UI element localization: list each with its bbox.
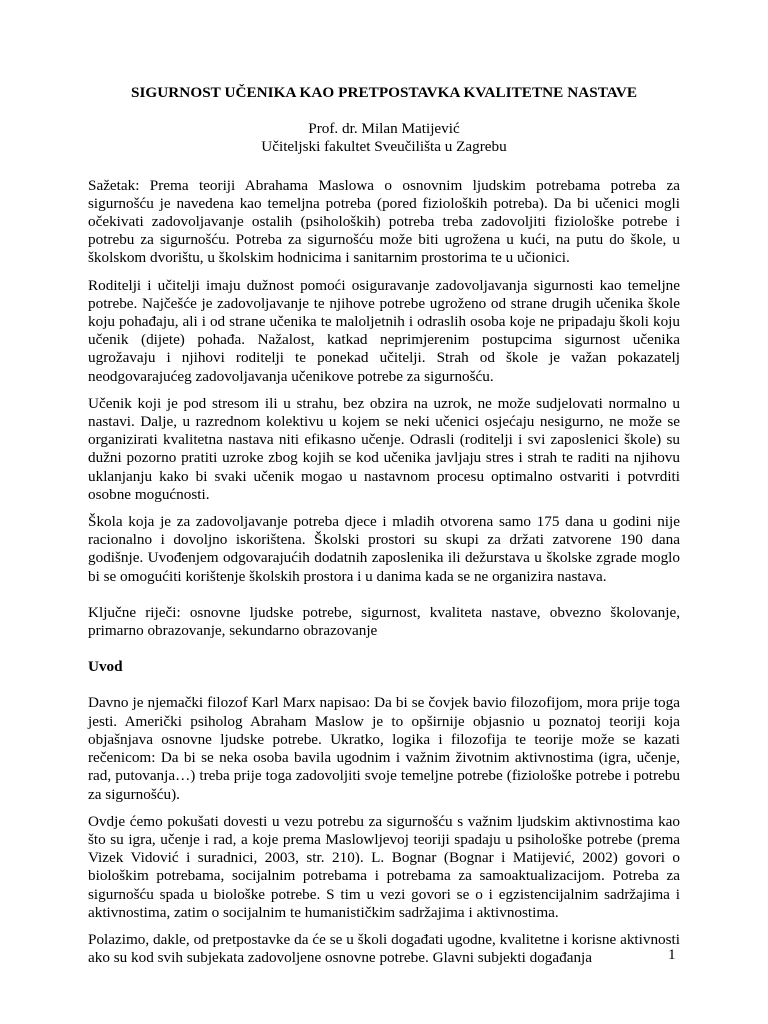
body-paragraph: Davno je njemački filozof Karl Marx napisao: Da bi se čovjek bavio filozofijom, mora prije toga jesti. Američki psiholog Abraham Maslow je to opširnije objasnio u poznatoj teoriji koja objašnjava osnovne ljudske potrebe. Ukratko, logika i filozofija te teorije može se kazati rečenicom: Da bi se neka osoba bavila ugodnim i važnim životnim aktivnostima (igra, učenje, rad, putovanja…) treba prije toga zadovoljiti svoje temeljne potrebe (fiziološke potrebe i potrebu za sigurnošću). bbox=[88, 694, 680, 803]
body-paragraph: Škola koja je za zadovoljavanje potreba djece i mladih otvorena samo 175 dana u godini nije racionalno i dovoljno iskorištena. Školski prostori su skupi za držati zatvorene 190 dana godišnje. Uvođenjem odgovarajućih dodatnih zaposlenika ili dežurstava u školske zgrade moglo bi se omogućiti korištenje školskih prostora i u danima kada se ne organizira nastava. bbox=[88, 513, 680, 585]
document-page bbox=[88, 84, 680, 967]
body-paragraph: Ovdje ćemo pokušati dovesti u vezu potrebu za sigurnošću s važnim ljudskim aktivnostima kao što su igra, učenje i rad, a koje prema Maslowljevoj teoriji spadaju u psihološke potrebe (prema Vizek Vidović i suradnici, 2003, str. 210). L. Bognar (Bognar i Matijević, 2002) govori o biološkim potrebama, socijalnim potrebama i potrebama za samoaktualizacijom. Potreba za sigurnošću spada u biološke potrebe. S tim u vezi govori se o i egzistencijalnim sadržajima i aktivnostima, zatim o socijalnim te humanističkim sadržajima i aktivnostima. bbox=[88, 812, 680, 921]
document-title: SIGURNOST UČENIKA KAO PRETPOSTAVKA KVALITETNE NASTAVE bbox=[130, 84, 638, 101]
body-paragraph: Roditelji i učitelji imaju dužnost pomoći osiguravanje zadovoljavanja sigurnosti kao temeljne potrebe. Najčešće je zadovoljavanje te njihove potrebe ugroženo od strane drugih učenika škole koju pohađaju, ali i od strane učenika te maloljetnih i odraslih osoba koje ne pripadaju školi koju učenik (dijete) pohađa. Nažalost, katkad neprimjerenim postupcima sigurnost učenika ugrožavaju i njihovi roditelji te ponekad učitelji. Strah od škole je važan pokazatelj neodgovarajućeg zadovoljavanja učenikove potrebe za sigurnošću. bbox=[88, 276, 680, 385]
author-affiliation: Učiteljski fakultet Sveučilišta u Zagrebu bbox=[261, 138, 507, 156]
author-name: Prof. dr. Milan Matijević bbox=[308, 120, 460, 138]
body-paragraph: Učenik koji je pod stresom ili u strahu, bez obzira na uzrok, ne može sudjelovati normalno u nastavi. Dalje, u razrednom kolektivu u kojem se neki učenici osjećaju nesigurno, ne može se organizirati kvalitetna nastava niti efikasno učenje. Odrasli (roditelji i svi zaposlenici škole) su dužni pozorno pratiti uzroke zbog kojih se kod učenika javljaju stres i strah te raditi na njihovu uklanjanju kako bi svaki učenik mogao u nastavnom procesu optimalno ostvariti i potvrditi osobne mogućnosti. bbox=[88, 394, 680, 503]
body-paragraph: Polazimo, dakle, od pretpostavke da će se u školi događati ugodne, kvalitetne i korisne aktivnosti ako su kod svih subjekata zadovoljene osnovne potrebe. Glavni subjekti događanja bbox=[88, 930, 680, 967]
page-number: 1 bbox=[668, 946, 676, 963]
keywords-paragraph: Ključne riječi: osnovne ljudske potrebe, sigurnost, kvaliteta nastave, obvezno školovanje, primarno obrazovanje, sekundarno obrazovanje bbox=[88, 603, 680, 640]
section-heading: Uvod bbox=[88, 658, 123, 676]
abstract-paragraph: Sažetak: Prema teoriji Abrahama Maslowa o osnovnim ljudskim potrebama potreba za sigurnošću je navedena kao temeljna potreba (pored fizioloških potreba). Da bi učenici mogli očekivati zadovoljavanje ostalih (psiholoških) potreba treba zadovoljiti fiziološke potrebe i potrebu za sigurnošću. Potreba za sigurnošću može biti ugrožena u kući, na putu do škole, u školskom dvorištu, u školskim hodnicima i sanitarnim prostorima te u učionici. bbox=[88, 176, 680, 267]
